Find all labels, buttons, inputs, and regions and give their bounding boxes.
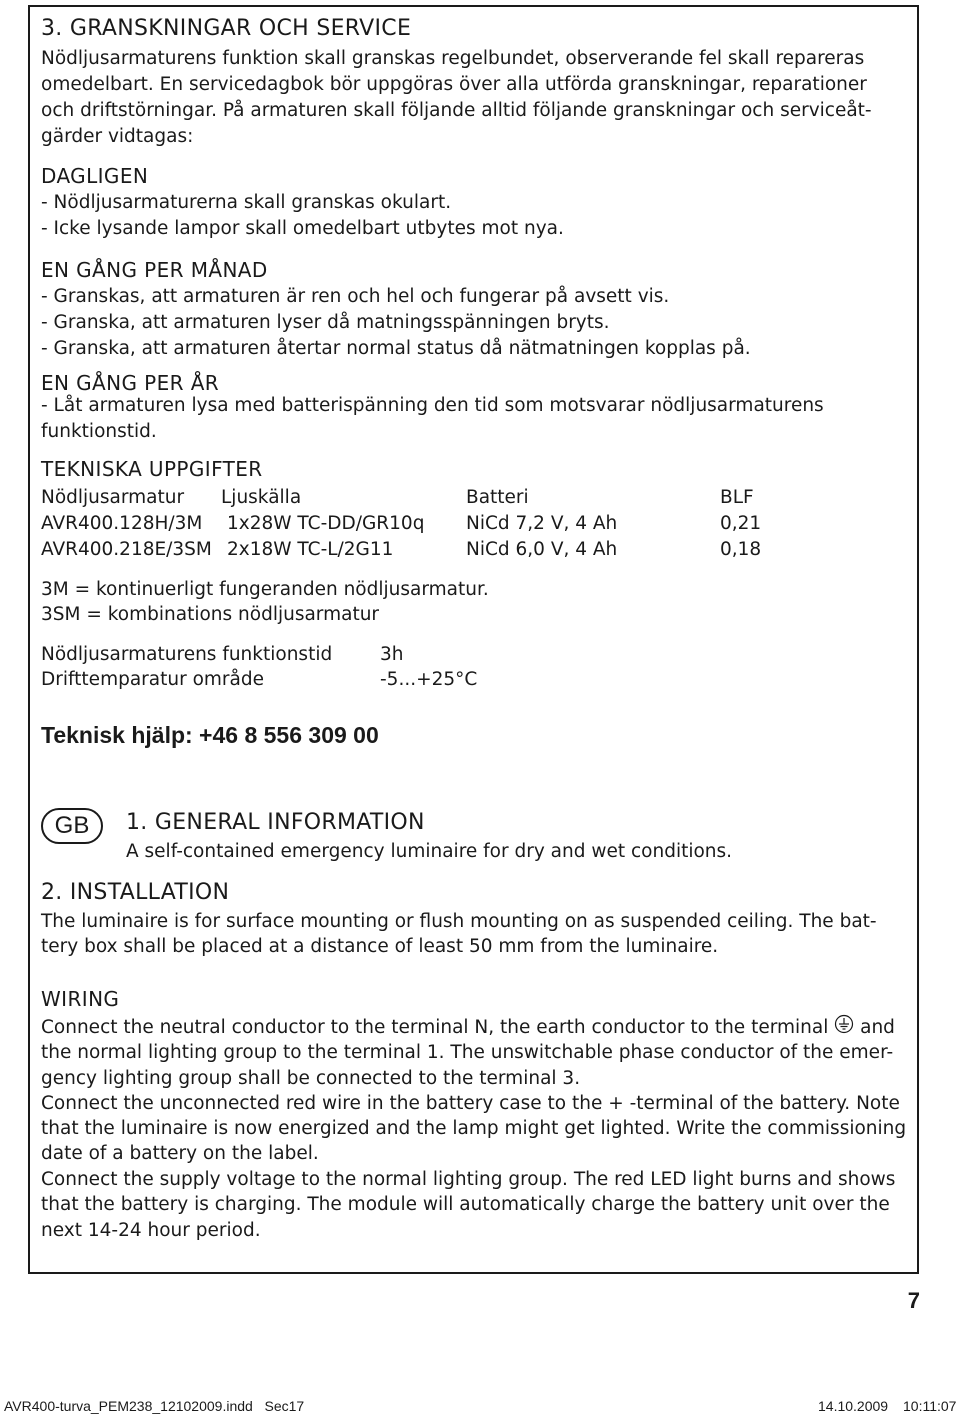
legend-line: 3M = kontinuerligt fungeranden nödljusarmatur. bbox=[41, 579, 489, 600]
gb-language-badge: GB bbox=[41, 808, 103, 844]
wiring-line-text: Connect the neutral conductor to the terminal N, the earth conductor to the terminal bbox=[41, 1017, 829, 1038]
tech-heading: TEKNISKA UPPGIFTER bbox=[41, 457, 263, 481]
wiring-line: Connect the supply voltage to the normal lighting group. The red LED light burns and shows bbox=[41, 1169, 896, 1190]
footer-file: AVR400-turva_PEM238_12102009.indd Sec17 bbox=[4, 1398, 305, 1414]
section-1-title: 1. GENERAL INFORMATION bbox=[126, 810, 425, 835]
legend-line: 3SM = kombinations nödljusarmatur bbox=[41, 604, 380, 625]
table-header: Ljuskälla bbox=[221, 487, 302, 508]
footer-time: 10:11:07 bbox=[903, 1398, 957, 1414]
monthly-heading: EN GÅNG PER MÅNAD bbox=[41, 258, 268, 282]
section-2-title: 2. INSTALLATION bbox=[41, 880, 230, 905]
daily-heading: DAGLIGEN bbox=[41, 164, 149, 188]
table-cell: NiCd 7,2 V, 4 Ah bbox=[466, 513, 618, 534]
spec-label: Drifttemparatur område bbox=[41, 669, 264, 690]
page-number: 7 bbox=[907, 1288, 920, 1313]
daily-item: - Icke lysande lampor skall omedelbart utbytes mot nya. bbox=[41, 218, 564, 239]
monthly-item: - Granskas, att armaturen är ren och hel och fungerar på avsett vis. bbox=[41, 286, 670, 307]
intro-line: och driftstörningar. På armaturen skall följande alltid följande granskningar och serviceåt- bbox=[41, 100, 872, 121]
wiring-line: that the battery is charging. The module will automatically charge the battery unit over the bbox=[41, 1194, 890, 1215]
yearly-item: funktionstid. bbox=[41, 421, 157, 442]
spec-value: -5...+25°C bbox=[380, 669, 478, 690]
table-cell: 0,18 bbox=[720, 539, 762, 560]
table-cell: 0,21 bbox=[720, 513, 762, 534]
earth-ground-icon bbox=[834, 1014, 854, 1042]
table-header: BLF bbox=[720, 487, 754, 508]
installation-line: tery box shall be placed at a distance of least 50 mm from the luminaire. bbox=[41, 936, 719, 957]
wiring-line: next 14-24 hour period. bbox=[41, 1220, 261, 1241]
wiring-line: Connect the unconnected red wire in the battery case to the + -terminal of the battery. Note bbox=[41, 1093, 900, 1114]
daily-item: - Nödljusarmaturerna skall granskas okulart. bbox=[41, 192, 452, 213]
wiring-line: that the luminaire is now energized and the lamp might get lighted. Write the commissioning bbox=[41, 1118, 907, 1139]
monthly-item: - Granska, att armaturen återtar normal status då nätmatningen kopplas på. bbox=[41, 338, 751, 359]
wiring-line: the normal lighting group to the terminal 1. The unswitchable phase conductor of the emer- bbox=[41, 1042, 894, 1063]
table-cell: AVR400.128H/3M bbox=[41, 513, 203, 534]
installation-line: The luminaire is for surface mounting or flush mounting on as suspended ceiling. The bat- bbox=[41, 911, 877, 932]
table-cell: AVR400.218E/3SM bbox=[41, 539, 212, 560]
section-1-text: A self-contained emergency luminaire for dry and wet conditions. bbox=[126, 841, 733, 862]
table-cell: NiCd 6,0 V, 4 Ah bbox=[466, 539, 618, 560]
wiring-line: gency lighting group shall be connected to the terminal 3. bbox=[41, 1068, 581, 1089]
section-3-title: 3. GRANSKNINGAR OCH SERVICE bbox=[41, 16, 412, 41]
spec-label: Nödljusarmaturens funktionstid bbox=[41, 644, 333, 665]
helpline: Teknisk hjälp: +46 8 556 309 00 bbox=[41, 722, 379, 748]
table-cell: 2x18W TC-L/2G11 bbox=[227, 539, 394, 560]
yearly-item: - Låt armaturen lysa med batterispänning den tid som motsvarar nödljusarmaturens bbox=[41, 395, 824, 416]
table-header: Batteri bbox=[466, 487, 529, 508]
monthly-item: - Granska, att armaturen lyser då matningsspänningen bryts. bbox=[41, 312, 610, 333]
wiring-line bbox=[41, 1014, 895, 1042]
intro-line: gärder vidtagas: bbox=[41, 126, 194, 147]
footer-date: 14.10.2009 bbox=[818, 1398, 889, 1414]
yearly-heading: EN GÅNG PER ÅR bbox=[41, 371, 220, 395]
intro-line: Nödljusarmaturens funktion skall granskas regelbundet, observerande fel skall repareras bbox=[41, 48, 865, 69]
wiring-line-text: and bbox=[860, 1017, 895, 1038]
wiring-heading: WIRING bbox=[41, 987, 120, 1011]
table-header: Nödljusarmatur bbox=[41, 487, 185, 508]
spec-value: 3h bbox=[380, 644, 404, 665]
intro-line: omedelbart. En servicedagbok bör uppgöras över alla utförda granskningar, reparationer bbox=[41, 74, 867, 95]
table-cell: 1x28W TC-DD/GR10q bbox=[227, 513, 425, 534]
wiring-line: date of a battery on the label. bbox=[41, 1143, 319, 1164]
